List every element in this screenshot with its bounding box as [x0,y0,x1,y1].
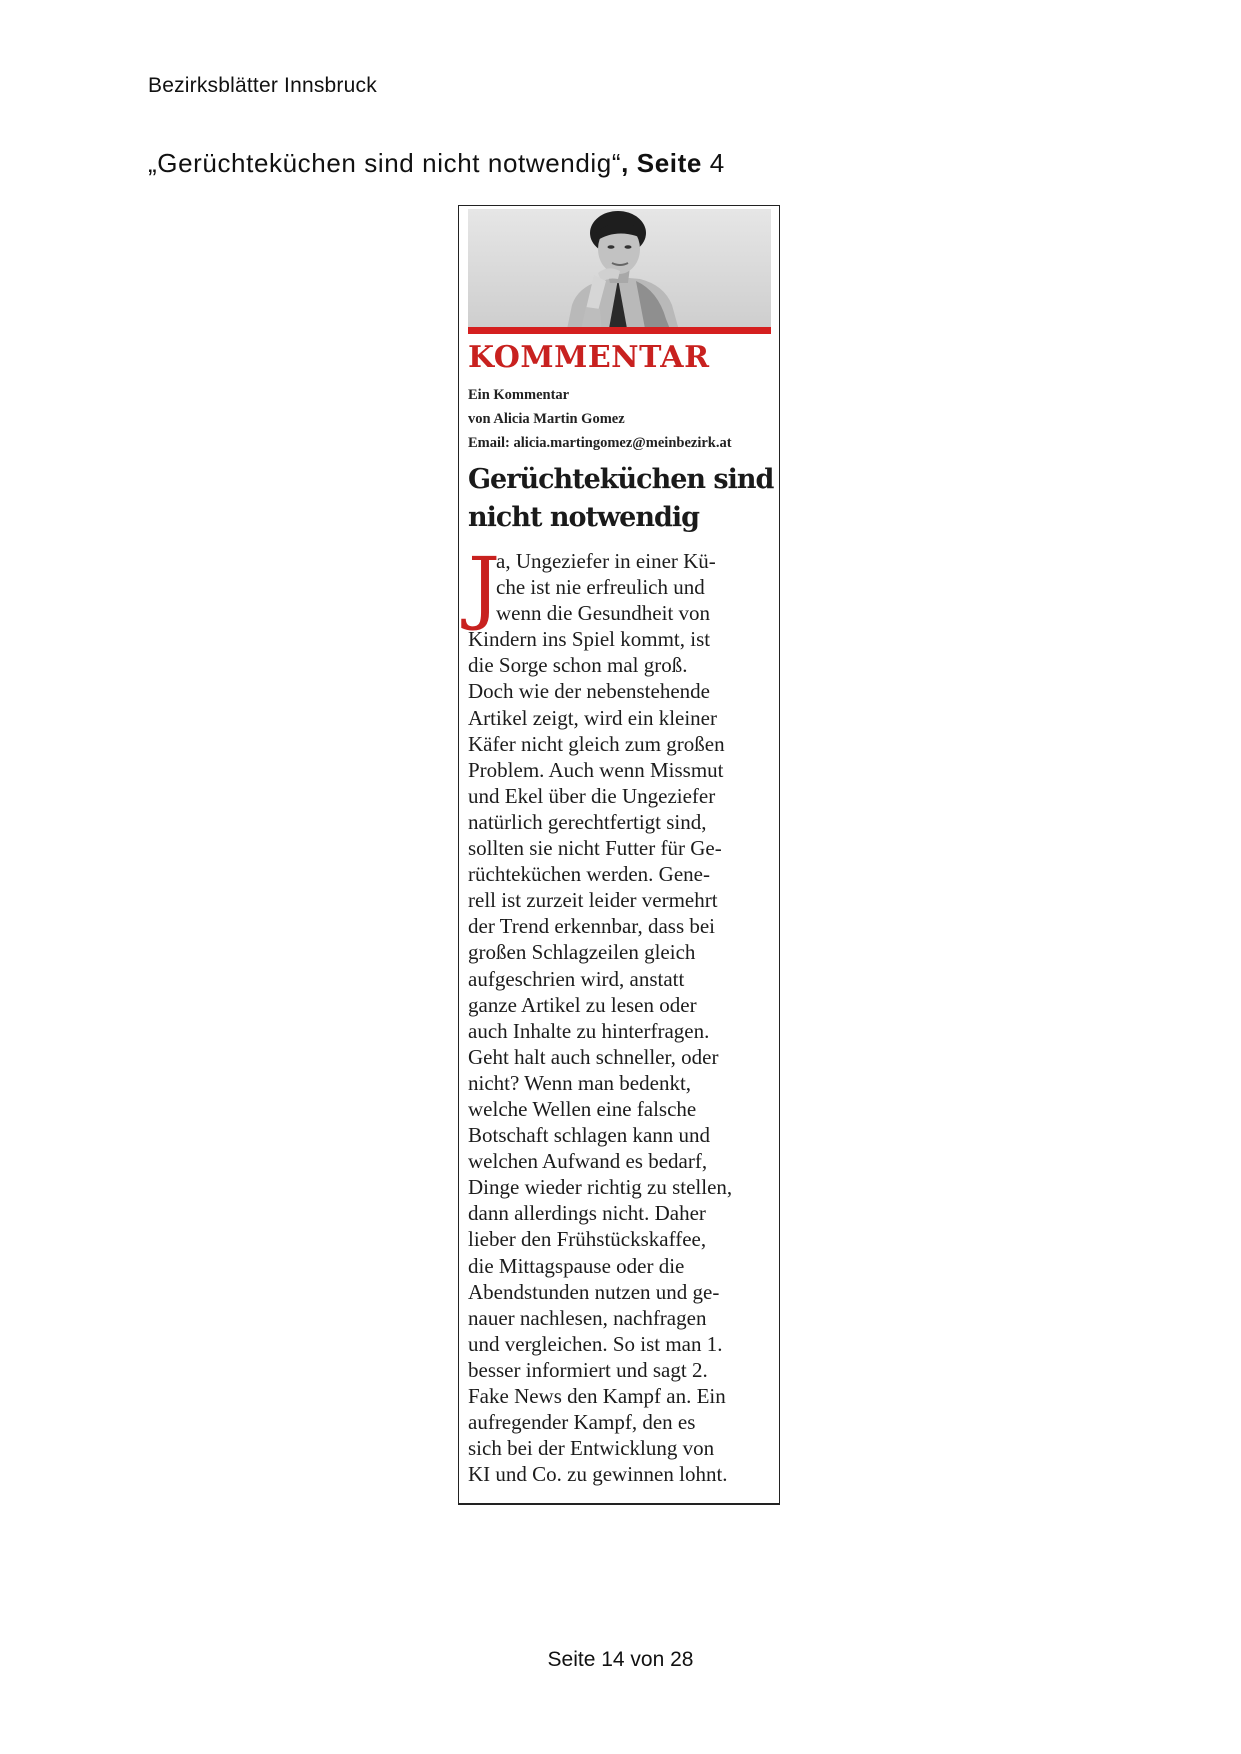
meta-line-type: Ein Kommentar [468,387,570,403]
body-line: aufgeschrien wird, anstatt [468,966,685,991]
section-kicker: KOMMENTAR [468,340,710,375]
body-line: Geht halt auch schneller, oder [468,1044,719,1069]
drop-cap: J [468,540,501,633]
body-line: Käfer nicht gleich zum großen [468,731,725,756]
body-line: ganze Artikel zu lesen oder [468,992,697,1017]
body-line: und Ekel über die Ungeziefer [468,783,716,808]
article-headline [468,461,778,537]
body-line: nauer nachlesen, nachfragen [468,1305,707,1330]
body-line: Dinge wieder richtig zu stellen, [468,1175,733,1200]
body-line: besser informiert und sagt 2. [468,1357,708,1382]
body-line: rell ist zurzeit leider vermehrt [468,888,718,913]
body-line: Doch wie der nebenstehende [468,679,710,704]
body-line: die Sorge schon mal groß. [468,653,688,678]
title-page-number: 4 [709,148,725,178]
meta-line-email: Email: alicia.martingomez@meinbezirk.at [468,435,732,451]
publication-name: Bezirksblätter Innsbruck [148,74,377,97]
body-line: die Mittagspause oder die [468,1253,685,1278]
body-line: sollten sie nicht Futter für Ge- [468,836,722,861]
body-line: rüchteküchen werden. Gene- [468,862,710,887]
body-line: a, Ungeziefer in einer Kü- [496,549,716,573]
author-portrait-image [468,209,771,334]
article-body [468,540,780,1487]
body-line: nicht? Wenn man bedenkt, [468,1070,692,1095]
body-line: Problem. Auch wenn Missmut [468,757,724,782]
meta-line-author: von Alicia Martin Gomez [468,411,625,427]
headline-line: nicht notwendig [468,502,700,533]
body-line: che ist nie erfreulich und [496,575,705,600]
body-line: KI und Co. zu gewinnen lohnt. [468,1462,728,1487]
body-line: Fake News den Kampf an. Ein [468,1384,726,1408]
document-title [148,148,725,179]
body-line: welche Wellen eine falsche [468,1096,697,1121]
body-line: sich bei der Entwicklung von [468,1436,715,1461]
body-line: und vergleichen. So ist man 1. [468,1331,723,1356]
author-meta [468,383,778,455]
newspaper-clipping [458,205,780,1505]
body-line: großen Schlagzeilen gleich [468,940,696,965]
body-line: welchen Aufwand es bedarf, [468,1149,708,1174]
title-page-label: Seite [636,148,702,178]
body-line: aufregender Kampf, den es [468,1410,696,1435]
title-quote: „Gerüchteküchen sind nicht notwendig“ [148,148,622,178]
body-line: dann allerdings nicht. Daher [468,1201,706,1226]
red-divider [468,327,771,334]
body-line: auch Inhalte zu hinterfragen. [468,1018,710,1043]
body-line: Abendstunden nutzen und ge- [468,1279,720,1304]
body-line: Artikel zeigt, wird ein kleiner [468,705,717,730]
body-line: der Trend erkennbar, dass bei [468,914,716,939]
body-line: Botschaft schlagen kann und [468,1123,711,1148]
title-separator: , [621,148,637,178]
body-line: lieber den Frühstückskaffee, [468,1227,707,1252]
page-number-footer: Seite 14 von 28 [547,1648,694,1671]
body-line: wenn die Gesundheit von [496,601,711,626]
body-line: Kindern ins Spiel kommt, ist [468,627,711,652]
headline-line: Gerüchteküchen sind [468,464,774,495]
body-line: natürlich gerechtfertigt sind, [468,809,707,834]
author-photo [468,209,771,334]
